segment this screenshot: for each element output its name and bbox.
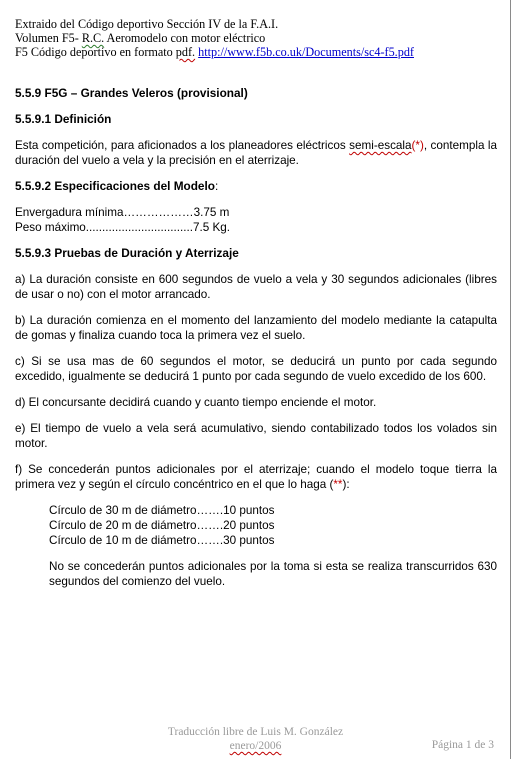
header-volume-text: Volumen F5- bbox=[15, 31, 82, 45]
definition-heading: 5.5.9.1 Definición bbox=[15, 112, 112, 126]
landing-note: No se concederán puntos adicionales por la toma si esta se realiza transcurridos 630 segundos del comienzo del vuelo. bbox=[49, 560, 497, 588]
rule-d: d) El concursante decidirá cuando y cuanto tiempo enciende el motor. bbox=[15, 396, 377, 409]
rule-f-end: ): bbox=[342, 478, 350, 491]
semi-escala-text: semi-escala bbox=[349, 139, 412, 152]
document-body bbox=[15, 86, 497, 589]
page-number: Página 1 de 3 bbox=[431, 739, 494, 751]
specs-heading-line bbox=[15, 179, 497, 194]
landing-circles-list bbox=[15, 503, 497, 548]
footer-date-text: enero/2006 bbox=[229, 740, 282, 752]
spec-weight: Peso máximo.................................7.5 Kg. bbox=[15, 221, 230, 234]
header-line-source: Extraido del Código deportivo Sección IV de la F.A.I. bbox=[15, 17, 279, 31]
footnote-marker-double: ** bbox=[333, 478, 343, 491]
rule-e: e) El tiempo de vuelo a vela será acumulativo, siendo contabilizado todos los volados sin motor. bbox=[15, 422, 497, 450]
header-line-link bbox=[15, 45, 414, 59]
rule-f-text: f) Se concederán puntos adicionales por el aterrizaje; cuando el modelo toque tierra la primera vez y según el círculo concéntrico en el que lo haga ( bbox=[15, 463, 497, 491]
rule-c: c) Si se usa mas de 60 segundos el motor, se deducirá un punto por cada segundo excedido, igualmente se deducirá 1 punto por cada segundo de vuelo excedido de los 600. bbox=[15, 355, 497, 383]
footnote-marker: (*) bbox=[411, 139, 424, 152]
header-line-volume bbox=[15, 31, 414, 45]
header-pdf-text: pdf. bbox=[175, 45, 196, 59]
footer-translator: Traducción libre de Luis M. González bbox=[167, 726, 344, 738]
circle-30m: Círculo de 30 m de diámetro…….10 puntos bbox=[49, 504, 275, 517]
circle-10m: Círculo de 10 m de diámetro…….30 puntos bbox=[49, 534, 275, 547]
specs-colon: : bbox=[214, 180, 219, 193]
header-rc-text: R.C. bbox=[81, 31, 105, 45]
header-format-text: F5 Código deportivo en formato bbox=[15, 45, 176, 59]
circle-20m: Círculo de 20 m de diámetro…….20 puntos bbox=[49, 519, 275, 532]
definition-text: Esta competición, para aficionados a los planeadores eléctricos bbox=[15, 139, 350, 152]
header-volume-rest: Aeromodelo con motor eléctrico bbox=[104, 31, 266, 45]
source-document-link[interactable]: http://www.f5b.co.uk/Documents/sc4-f5.pdf bbox=[198, 45, 414, 59]
definition-paragraph bbox=[15, 138, 497, 168]
rule-b: b) La duración comienza en el momento del lanzamiento del modelo mediante la catapulta de gomas y finaliza cuando toca la primera vez el suelo. bbox=[15, 314, 497, 342]
definition-text-end: , contempla la duración del vuelo a vela y la precisión en el aterrizaje. bbox=[15, 139, 497, 167]
rule-a: a) La duración consiste en 600 segundos de vuelo a vela y 30 segundos adicionales (libres de usar o no) con el motor arrancado. bbox=[15, 273, 497, 301]
document-header bbox=[15, 17, 414, 59]
section-title: 5.5.9 F5G – Grandes Veleros (provisional) bbox=[15, 86, 248, 100]
tests-heading: 5.5.9.3 Pruebas de Duración y Aterrizaje bbox=[15, 246, 239, 260]
spec-wingspan: Envergadura mínima………………3.75 m bbox=[15, 206, 230, 219]
rule-f bbox=[15, 462, 497, 492]
specs-heading: 5.5.9.2 Especificaciones del Modelo bbox=[15, 179, 215, 193]
